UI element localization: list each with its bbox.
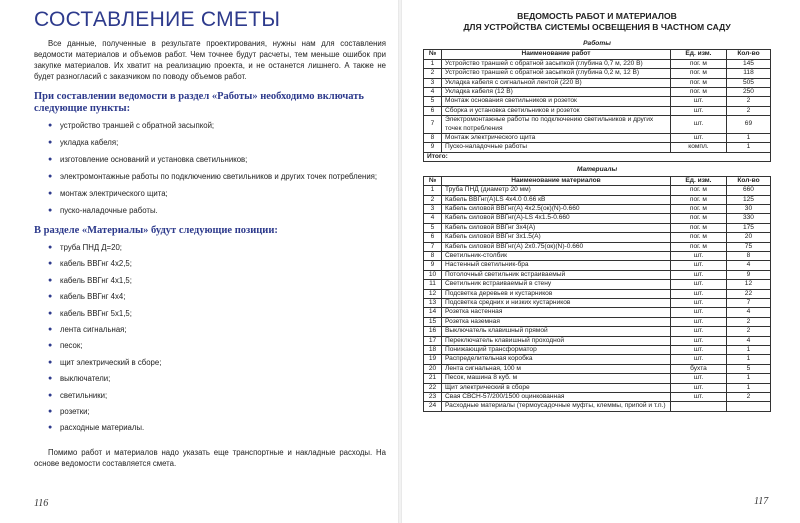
left-page <box>34 8 386 469</box>
bullet-icon: ● <box>48 358 53 366</box>
table-row <box>424 116 771 134</box>
row-unit: шт. <box>670 97 726 106</box>
row-quantity: 20 <box>726 233 770 242</box>
row-unit: шт. <box>670 251 726 260</box>
table-row <box>424 223 771 232</box>
row-quantity: 330 <box>726 214 770 223</box>
list-item-text: лента сигнальная; <box>60 324 127 334</box>
row-unit: шт. <box>670 298 726 307</box>
row-unit: пог. м <box>670 195 726 204</box>
row-quantity: 175 <box>726 223 770 232</box>
row-quantity: 12 <box>726 280 770 289</box>
row-number: 11 <box>424 280 442 289</box>
list-item-text: кабель ВВГнг 5х1,5; <box>60 308 132 318</box>
row-number: 20 <box>424 364 442 373</box>
bullet-icon: ● <box>48 207 53 214</box>
table-row <box>424 186 771 195</box>
row-unit: шт. <box>670 134 726 143</box>
row-number: 2 <box>424 195 442 204</box>
row-unit <box>670 402 726 411</box>
bullet-icon: ● <box>48 173 53 180</box>
row-quantity: 8 <box>726 251 770 260</box>
row-number: 12 <box>424 289 442 298</box>
list-item <box>48 120 386 131</box>
row-number: 4 <box>424 214 442 223</box>
row-unit: бухта <box>670 364 726 373</box>
outro-paragraph: Помимо работ и материалов надо указать еще транспортные и накладные расходы. На основе ведомости составляется смета. <box>34 448 386 469</box>
statement-title-line-2: ДЛЯ УСТРОЙСТВА СИСТЕМЫ ОСВЕЩЕНИЯ В ЧАСТНОМ САДУ <box>463 22 731 32</box>
list-item <box>48 258 386 269</box>
row-number: 21 <box>424 374 442 383</box>
row-quantity: 4 <box>726 261 770 270</box>
row-quantity: 75 <box>726 242 770 251</box>
row-unit: пог. м <box>670 59 726 68</box>
list-item-text: выключатели; <box>60 374 111 384</box>
header-name: Наименование работ <box>442 50 671 59</box>
row-number: 10 <box>424 270 442 279</box>
page-title: СОСТАВЛЕНИЕ СМЕТЫ <box>34 8 281 31</box>
row-quantity: 1 <box>726 134 770 143</box>
row-number: 1 <box>424 186 442 195</box>
row-quantity: 2 <box>726 106 770 115</box>
list-item-text: песок; <box>60 341 83 351</box>
row-number: 16 <box>424 327 442 336</box>
row-number: 5 <box>424 223 442 232</box>
header-qty: Кол-во <box>726 176 770 185</box>
bullet-icon: ● <box>48 309 53 317</box>
bullet-icon: ● <box>48 391 53 399</box>
row-quantity: 5 <box>726 364 770 373</box>
row-name: Кабель силовой ВВГнг 3х4(А) <box>442 223 671 232</box>
list-item-text: монтаж электрического щита; <box>60 189 168 198</box>
row-unit: шт. <box>670 383 726 392</box>
header-unit: Ед. изм. <box>670 50 726 59</box>
row-unit: пог. м <box>670 78 726 87</box>
table-row <box>424 195 771 204</box>
row-unit: шт. <box>670 327 726 336</box>
row-unit: шт. <box>670 374 726 383</box>
row-number: 5 <box>424 97 442 106</box>
row-quantity: 2 <box>726 97 770 106</box>
row-quantity: 1 <box>726 143 770 152</box>
table-row <box>424 261 771 270</box>
row-number: 4 <box>424 88 442 97</box>
table-row <box>424 346 771 355</box>
list-item <box>48 406 386 417</box>
list-item-text: электромонтажные работы по подключению светильников и других точек потребления; <box>60 172 378 181</box>
table-row <box>424 242 771 251</box>
row-unit: пог. м <box>670 69 726 78</box>
bullet-icon: ● <box>48 156 53 163</box>
row-unit: пог. м <box>670 214 726 223</box>
row-quantity: 660 <box>726 186 770 195</box>
row-unit: шт. <box>670 346 726 355</box>
list-item-text: кабель ВВГнг 4х4; <box>60 292 126 302</box>
row-quantity <box>726 402 770 411</box>
list-item <box>48 340 386 351</box>
list-item <box>48 205 386 216</box>
row-number: 1 <box>424 59 442 68</box>
statement-title-line-1: ВЕДОМОСТЬ РАБОТ И МАТЕРИАЛОВ <box>517 11 677 21</box>
row-name: Щит электрический в сборе <box>442 383 671 392</box>
materials-table-caption: Материалы <box>576 166 618 174</box>
row-quantity: 505 <box>726 78 770 87</box>
bullet-icon: ● <box>48 260 53 268</box>
row-unit: пог. м <box>670 88 726 97</box>
row-unit: шт. <box>670 355 726 364</box>
row-number: 23 <box>424 393 442 402</box>
list-item <box>48 324 386 335</box>
row-name: Светильник-столбик <box>442 251 671 260</box>
list-item-text: труба ПНД Д=20; <box>60 243 122 252</box>
row-quantity: 250 <box>726 88 770 97</box>
row-unit: пог. м <box>670 223 726 232</box>
row-quantity: 1 <box>726 374 770 383</box>
list-item-text: кабель ВВГнг 4х1,5; <box>60 275 132 285</box>
bullet-icon: ● <box>48 325 53 333</box>
list-item-text: устройство траншей с обратной засыпкой; <box>60 121 215 130</box>
bullet-icon: ● <box>48 244 53 251</box>
row-quantity: 2 <box>726 317 770 326</box>
row-number: 22 <box>424 383 442 392</box>
table-row <box>424 308 771 317</box>
row-quantity: 2 <box>726 393 770 402</box>
row-name: Кабель силовой ВВГнг(А) 4х2.5(ок)(N)-0.660 <box>442 204 671 213</box>
list-item <box>48 357 386 368</box>
table-row <box>424 393 771 402</box>
table-row <box>424 355 771 364</box>
row-quantity: 4 <box>726 308 770 317</box>
table-row <box>424 59 771 68</box>
row-name: Настенный светильник-бра <box>442 261 671 270</box>
row-quantity: 118 <box>726 69 770 78</box>
works-list <box>34 120 386 216</box>
table-row <box>424 383 771 392</box>
row-name: Розетка настенная <box>442 308 671 317</box>
materials-table-header <box>424 176 771 185</box>
table-row <box>424 233 771 242</box>
header-name: Наименование материалов <box>442 176 671 185</box>
row-name: Песок, машина 8 куб. м <box>442 374 671 383</box>
row-name: Кабель силовой ВВГнг 3х1.5(А) <box>442 233 671 242</box>
row-name: Устройство траншей с обратной засыпкой (глубина 0,2 м, 12 В) <box>442 69 671 78</box>
row-name: Розетка наземная <box>442 317 671 326</box>
row-unit: шт. <box>670 280 726 289</box>
bullet-icon: ● <box>48 375 53 383</box>
page-number-right: 117 <box>754 496 769 507</box>
table-row <box>424 106 771 115</box>
row-name: Светильник встраиваемый в стену <box>442 280 671 289</box>
list-item-text: укладка кабеля; <box>60 138 119 147</box>
works-table <box>423 39 771 162</box>
row-name: Выключатель клавишный прямой <box>442 327 671 336</box>
row-number: 6 <box>424 233 442 242</box>
list-item-text: розетки; <box>60 406 90 416</box>
table-row <box>424 336 771 345</box>
row-name: Подсветка деревьев и кустарников <box>442 289 671 298</box>
row-unit: шт. <box>670 393 726 402</box>
row-number: 6 <box>424 106 442 115</box>
list-item-text: расходные материалы. <box>60 423 145 433</box>
table-row <box>424 317 771 326</box>
row-name: Кабель силовой ВВГнг(А) 2х0.75(ок)(N)-0.660 <box>442 242 671 251</box>
row-name: Расходные материалы (термоусадочные муфты, клеммы, припой и т.п.) <box>442 402 671 411</box>
row-name: Потолочный светильник встраиваемый <box>442 270 671 279</box>
list-item <box>48 242 386 253</box>
row-quantity: 125 <box>726 195 770 204</box>
page-gutter <box>398 0 402 523</box>
row-number: 18 <box>424 346 442 355</box>
row-number: 9 <box>424 261 442 270</box>
header-qty: Кол-во <box>726 50 770 59</box>
bullet-icon: ● <box>48 139 53 146</box>
list-item <box>48 137 386 148</box>
works-table-header <box>424 50 771 59</box>
row-unit: шт. <box>670 289 726 298</box>
list-item <box>48 390 386 401</box>
row-unit: пог. м <box>670 233 726 242</box>
row-name: Лента сигнальная, 100 м <box>442 364 671 373</box>
row-number: 19 <box>424 355 442 364</box>
row-quantity: 7 <box>726 298 770 307</box>
table-row <box>424 280 771 289</box>
row-unit: компл. <box>670 143 726 152</box>
row-quantity: 9 <box>726 270 770 279</box>
row-quantity: 22 <box>726 289 770 298</box>
list-item-text: изготовление оснований и установка светильников; <box>60 155 248 164</box>
row-unit: шт. <box>670 317 726 326</box>
header-num: № <box>424 176 442 185</box>
row-unit: шт. <box>670 261 726 270</box>
row-unit: пог. м <box>670 204 726 213</box>
row-name: Устройство траншей с обратной засыпкой (глубина 0,7 м, 220 В) <box>442 59 671 68</box>
row-name: Сборка и установка светильников и розеток <box>442 106 671 115</box>
materials-table <box>423 165 771 412</box>
row-name: Кабель ВВГнг(А)LS 4х4.0 0.66 кВ <box>442 195 671 204</box>
row-unit: пог. м <box>670 242 726 251</box>
row-quantity: 1 <box>726 346 770 355</box>
row-unit: шт. <box>670 116 726 134</box>
header-num: № <box>424 50 442 59</box>
row-unit: шт. <box>670 270 726 279</box>
list-item <box>48 188 386 199</box>
bullet-icon: ● <box>48 293 53 301</box>
bullet-icon: ● <box>48 190 53 197</box>
row-unit: пог. м <box>670 186 726 195</box>
table-row <box>424 327 771 336</box>
row-quantity: 1 <box>726 355 770 364</box>
row-number: 2 <box>424 69 442 78</box>
row-number: 8 <box>424 134 442 143</box>
table-row <box>424 289 771 298</box>
list-item <box>48 308 386 319</box>
list-item-text: светильники; <box>60 390 108 400</box>
row-name: Укладка кабеля (12 В) <box>442 88 671 97</box>
row-name: Свая СВСН-57/200/1500 оцинкованная <box>442 393 671 402</box>
row-number: 9 <box>424 143 442 152</box>
table-row <box>424 143 771 152</box>
table-row <box>424 364 771 373</box>
row-number: 24 <box>424 402 442 411</box>
list-item <box>48 291 386 302</box>
row-number: 13 <box>424 298 442 307</box>
table-row <box>424 69 771 78</box>
page-number-left: 116 <box>34 498 49 509</box>
list-item <box>48 154 386 165</box>
statement-title <box>423 11 771 33</box>
table-row <box>424 134 771 143</box>
row-name: Подсветка средних и низких кустарников <box>442 298 671 307</box>
header-unit: Ед. изм. <box>670 176 726 185</box>
row-number: 3 <box>424 78 442 87</box>
table-row <box>424 374 771 383</box>
row-quantity: 145 <box>726 59 770 68</box>
table-row <box>424 298 771 307</box>
materials-heading: В разделе «Материалы» будут следующие позиции: <box>34 225 278 236</box>
row-quantity: 1 <box>726 383 770 392</box>
row-quantity: 2 <box>726 327 770 336</box>
bullet-icon: ● <box>48 276 53 284</box>
row-name: Труба ПНД (диаметр 20 мм) <box>442 186 671 195</box>
table-row <box>424 88 771 97</box>
works-table-caption: Работы <box>583 40 611 47</box>
row-name: Понижающий трансформатор <box>442 346 671 355</box>
row-name: Монтаж основания светильников и розеток <box>442 97 671 106</box>
list-item-text: пуско-наладочные работы. <box>60 206 158 215</box>
row-unit: шт. <box>670 106 726 115</box>
row-number: 7 <box>424 116 442 134</box>
works-heading: При составлении ведомости в раздел «Работы» необходимо включать следующие пункты: <box>34 91 364 114</box>
table-row <box>424 214 771 223</box>
row-unit: шт. <box>670 308 726 317</box>
row-quantity: 69 <box>726 116 770 134</box>
row-number: 3 <box>424 204 442 213</box>
row-number: 14 <box>424 308 442 317</box>
table-row <box>424 204 771 213</box>
row-name: Распределительная коробка <box>442 355 671 364</box>
row-quantity: 4 <box>726 336 770 345</box>
intro-paragraph: Все данные, полученные в результате проектирования, нужны нам для составления ведомости материалов и объемов работ. Чем точнее будут расчеты, тем меньше ошибок при закупке материалов. Их хватит на реализацию проекта, и не останется лишнего. А также не будет разногласий с заказчиком по поводу объемов работ. <box>34 39 386 81</box>
row-name: Переключатель клавишный проходной <box>442 336 671 345</box>
list-item-text: кабель ВВГнг 4х2,5; <box>60 259 132 269</box>
bullet-icon: ● <box>48 342 53 350</box>
list-item <box>48 171 386 182</box>
right-page <box>423 11 771 412</box>
bullet-icon: ● <box>48 407 53 415</box>
list-item-text: щит электрический в сборе; <box>60 357 162 367</box>
total-label: Итого: <box>424 152 771 161</box>
row-number: 15 <box>424 317 442 326</box>
table-row <box>424 251 771 260</box>
row-number: 7 <box>424 242 442 251</box>
bullet-icon: ● <box>48 424 53 432</box>
row-name: Укладка кабеля с сигнальной лентой (220 В) <box>442 78 671 87</box>
table-total-row <box>424 152 771 161</box>
list-item <box>48 373 386 384</box>
row-number: 8 <box>424 251 442 260</box>
bullet-icon: ● <box>48 122 53 129</box>
row-name: Электромонтажные работы по подключению светильников и других точек потребления <box>442 116 671 134</box>
table-row <box>424 402 771 411</box>
row-name: Пуско-наладочные работы <box>442 143 671 152</box>
table-row <box>424 78 771 87</box>
row-number: 17 <box>424 336 442 345</box>
row-quantity: 30 <box>726 204 770 213</box>
row-name: Кабель силовой ВВГнг(А)-LS 4х1.5-0.660 <box>442 214 671 223</box>
list-item <box>48 422 386 433</box>
list-item <box>48 275 386 286</box>
table-row <box>424 270 771 279</box>
table-row <box>424 97 771 106</box>
row-unit: шт. <box>670 336 726 345</box>
materials-list <box>34 242 386 433</box>
row-name: Монтаж электрического щита <box>442 134 671 143</box>
